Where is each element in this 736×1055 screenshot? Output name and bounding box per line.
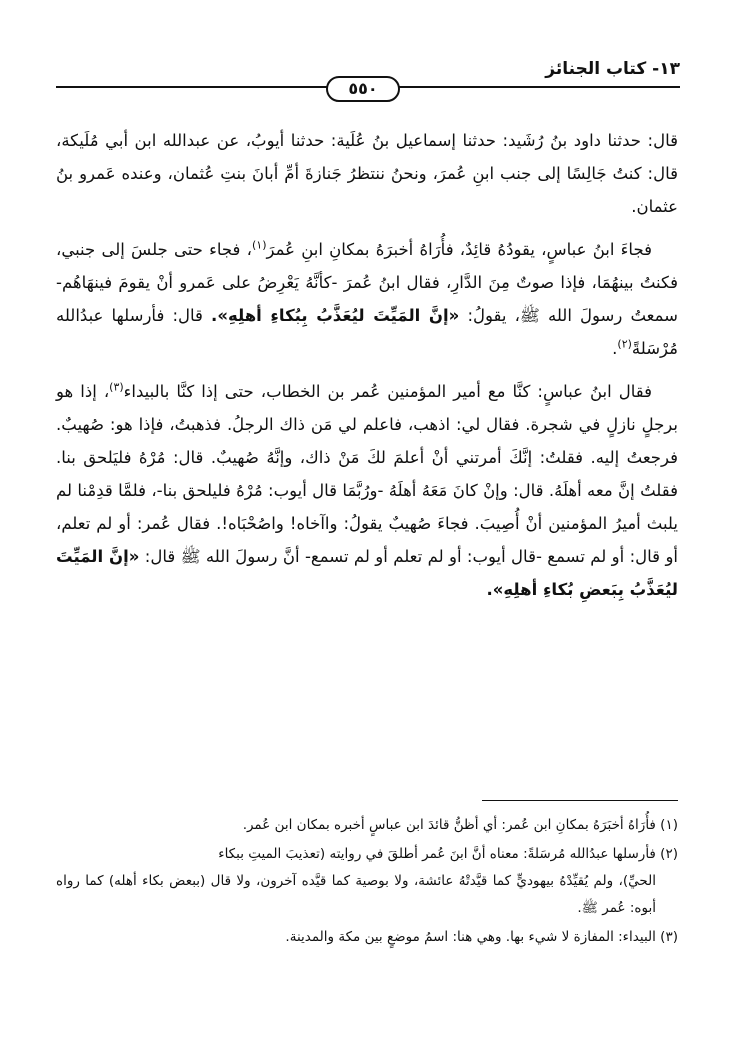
footnotes <box>56 812 678 953</box>
page-number-badge: ٥٥٠ <box>326 76 400 102</box>
running-header-chapter-title: ١٣- كتاب الجنائز <box>545 59 680 79</box>
paragraph-2-text-d: . <box>612 339 618 358</box>
footnote-2-continuation: الحيِّ)، ولم يُقيِّدْهُ بيهوديٍّ كما قيَّدتْهُ عائشة، ولا بوصية كما قيَّده آخرون، ولا قال (ببعض بكاء أهله) كما رواه أبوه: عُمر ﷺ. <box>56 873 656 916</box>
paragraph-isnad <box>56 124 678 223</box>
footnote-ref-3[interactable]: (٣) <box>109 380 124 394</box>
paragraph-2-text-b: ، فجاء حتى جلسَ إلى جنبي، فكنتُ بينهُمَا، فإذا صوتٌ مِنَ الدَّارِ، فقال ابنُ عُمرَ -كأنَّهُ يَعْرِضُ على عَمرو أنْ يقومَ فينهَاهُم- سمعتُ رسولَ الله ﷺ، يقولُ: <box>56 240 678 325</box>
hadith-quote-1: «إنَّ المَيِّتَ ليُعَذَّبُ بِبُكاءِ أهلِهِ». <box>211 306 460 325</box>
footnote-ref-1[interactable]: (١) <box>251 238 267 252</box>
footnote-separator <box>482 800 678 801</box>
footnote-ref-2[interactable]: (٢) <box>617 337 632 351</box>
paragraph-2-text-c: قال: فأرسلها عبدُالله مُرْسَلةً <box>56 306 678 358</box>
paragraph-ibn-abbas-arrives <box>56 233 678 365</box>
paragraph-3-text-a: فقال ابنُ عباسٍ: كنَّا مع أمير المؤمنين عُمر بن الخطاب، حتى إذا كنَّا بالبيداء <box>123 382 652 401</box>
footnote-1: (١) فأُرَاهُ أخبَرَهُ بمكانِ ابن عُمر: أي أظنُّ قائدَ ابن عباسٍ أخبره بمكان ابن عُمر. <box>242 817 678 833</box>
paragraph-suhaib-story <box>56 375 678 606</box>
footnote-2-first-line: (٢) فأرسلها عبدُالله مُرسَلةً: معناه أنَّ ابنَ عُمر أطلقَ في روايته (تعذيبَ الميتِ ببكاء <box>218 846 678 862</box>
footnote-3: (٣) البيداء: المفازة لا شيء بها. وهي هنا: اسمُ موضعٍ بين مكة والمدينة. <box>285 929 678 945</box>
main-text <box>56 124 678 616</box>
paragraph-3-text-b: ، إذا هو برجلٍ نازلٍ في شجرة. فقال لي: اذهب، فاعلم لي مَن ذاك الرجلُ. فذهبتُ، فإذا هو: صُهيبٌ. فرجعتُ إليه. فقلتُ: إنَّكَ أمرتني أنْ أعلمَ لكَ مَنْ ذاك، وإنَّهُ صُهيبٌ. قال: مُرْهُ فليَلحق بنا. فقلتُ إنَّ معه أهلَهُ. قال: وإنْ كانَ مَعَهُ أهلَهُ -ورُبَّمَا قال أيوب: مُرْهُ فليلحق بنا-، فلمَّا قدِمْنا لم يلبث أميرُ المؤمنين أنْ أُصِيبَ. فجاءَ صُهيبٌ يقولُ: واآخاه! واصُحْبَاه!. فقال عُمر: أو لم تعلم، أو قال: أو لم تسمع -قال أيوب: أو لم تعلم أو لم تسمع- أنَّ رسولَ الله ﷺ قال: <box>56 382 678 566</box>
paragraph-1-text: قال: حدثنا داود بنُ رُشَيد: حدثنا إسماعيل بنُ عُلَية: حدثنا أيوبُ، عن عبدالله ابن أبي مُلَيكة، قال: كنتُ جَالِسًا إلى جنب ابنِ عُمرَ، ونحنُ ننتظرُ جَنازةَ أمِّ أبانَ بنتِ عُثمان، وعنده عَمرو بنُ عثمان. <box>56 131 678 216</box>
paragraph-2-text-a: فجاءَ ابنُ عباسٍ، يقودُهُ قائِدٌ، فأُرَاهُ أخبرَهُ بمكانِ ابنِ عُمرَ <box>266 240 652 259</box>
footnote-2 <box>56 841 678 922</box>
hadith-quote-2: «إنَّ المَيِّتَ ليُعَذَّبُ بِبَعضِ بُكاءِ أهلِهِ». <box>56 547 678 599</box>
